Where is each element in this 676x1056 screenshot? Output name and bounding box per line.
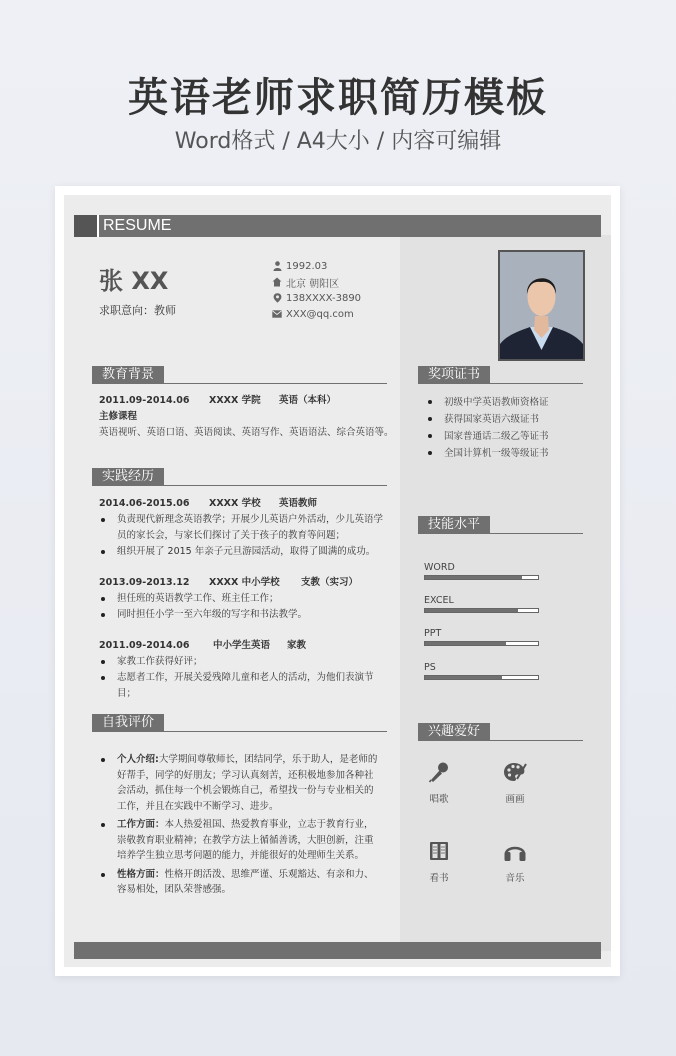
job-period: 2013.09-2013.12	[99, 577, 190, 588]
job-role: 英语教师	[279, 498, 318, 509]
resume-header-bar	[74, 215, 601, 237]
email-row	[268, 306, 361, 322]
awards-section-title: 奖项证书	[418, 366, 490, 384]
skill-ps	[424, 662, 539, 673]
award-item: 全国计算机一级等级证书	[426, 445, 596, 462]
job-item: 负责现代新理念英语教学；开展少儿英语户外活动，少儿英语学员的家长会，与家长们探讨了关于孩子的教育等问题；	[99, 512, 387, 544]
skill-name: EXCEL	[424, 595, 454, 606]
skill-bar-fill	[425, 676, 502, 679]
education-school: XXXX 学院	[209, 395, 261, 406]
contact-info	[268, 258, 361, 322]
job-role: 支教（实习）	[301, 577, 359, 588]
book-icon	[428, 840, 450, 862]
job-org: XXXX 中小学校	[209, 577, 280, 588]
profile-photo	[498, 250, 585, 361]
headphones-icon	[503, 840, 527, 862]
mail-icon	[268, 310, 286, 318]
job-entry	[99, 496, 387, 560]
location-pin-icon	[268, 293, 286, 303]
self-eval-section-header	[92, 714, 387, 732]
courses-text: 英语视听、英语口语、英语阅读、英语写作、英语语法、综合英语等。	[99, 427, 394, 438]
self-eval-section-title: 自我评价	[92, 714, 164, 732]
job-period: 2011.09-2014.06	[99, 640, 190, 651]
job-entry	[99, 575, 387, 623]
self-eval-text: 大学期间尊敬师长，团结同学，乐于助人，是老师的好帮手，同学的好朋友；学习认真刻苦，还积极地参加各种社会活动，抓住每一个机会锻炼自己，希望找一份与专业相关的工作，并且在实践中不断学习、进步。	[117, 754, 378, 812]
job-org: XXXX 学校	[209, 498, 261, 509]
job-item: 同时担任小学一至六年级的写字和书法教学。	[99, 607, 387, 623]
hobby-label: 唱歌	[429, 794, 449, 805]
resume-tab-block	[74, 215, 99, 237]
self-eval-label: 个人介绍:	[117, 754, 159, 765]
skill-bar-fill	[425, 576, 522, 579]
skill-bar-track	[424, 575, 539, 580]
education-period: 2011.09-2014.06	[99, 395, 190, 406]
skill-bar-fill	[425, 609, 518, 612]
award-item: 国家普通话二级乙等证书	[426, 428, 596, 445]
job-item: 家教工作获得好评；	[99, 654, 387, 670]
skill-excel	[424, 595, 539, 606]
self-eval-label: 性格方面：	[117, 868, 165, 880]
experience-section-title: 实践经历	[92, 468, 164, 486]
skill-name: PPT	[424, 628, 442, 639]
award-item: 初级中学英语教师资格证	[426, 394, 596, 411]
hobby-label: 画画	[505, 794, 525, 805]
self-eval-text: 性格开朗活泼、思维严谨、乐观豁达、有亲和力、容易相处，团队荣誉感强。	[117, 868, 374, 895]
education-block	[99, 393, 394, 441]
education-major: 英语（本科）	[279, 395, 337, 406]
location: 北京 朝阳区	[286, 278, 340, 290]
self-eval-block	[99, 752, 382, 898]
job-item: 担任班的英语教学工作、班主任工作；	[99, 591, 387, 607]
resume-footer-bar	[74, 942, 601, 959]
skill-word	[424, 562, 539, 573]
person-icon	[268, 261, 286, 271]
hobby-item	[409, 761, 469, 805]
experience-section-header	[92, 468, 387, 486]
skill-name: WORD	[424, 562, 455, 573]
birth-date: 1992.03	[286, 260, 328, 272]
hobby-item	[409, 840, 469, 884]
job-item: 志愿者工作，开展关爱残障儿童和老人的活动，为他们表演节目；	[99, 670, 387, 702]
self-eval-item	[99, 867, 382, 898]
location-row	[268, 274, 361, 290]
phone-row	[268, 290, 361, 306]
email: XXX@qq.com	[286, 308, 354, 320]
hobby-label: 音乐	[505, 873, 525, 884]
job-org: 中小学生英语	[213, 640, 271, 651]
education-section-title: 教育背景	[92, 366, 164, 384]
education-section-header	[92, 366, 387, 384]
job-intent: 求职意向：教师	[99, 304, 176, 317]
hobby-item	[485, 840, 545, 884]
palette-icon	[503, 761, 527, 783]
skills-section-header	[418, 516, 583, 534]
skill-bar-track	[424, 641, 539, 646]
award-item: 获得国家英语六级证书	[426, 411, 596, 428]
self-eval-text: 本人热爱祖国、热爱教育事业，立志于教育行业，崇敬教育职业精神；在教学方法上循循善诱，大胆创新，注重培养学生独立思考问题的能力，并能很好的处理师生关系。	[117, 819, 374, 861]
skill-bar-track	[424, 675, 539, 680]
job-period: 2014.06-2015.06	[99, 498, 190, 509]
courses-label: 主修课程	[99, 411, 138, 422]
skill-ppt	[424, 628, 539, 639]
job-role: 家教	[287, 640, 307, 651]
skill-bar-track	[424, 608, 539, 613]
awards-section-header	[418, 366, 583, 384]
job-entry	[99, 638, 387, 702]
skill-bar-fill	[425, 642, 506, 645]
self-eval-label: 工作方面：	[117, 819, 165, 830]
birth-row	[268, 258, 361, 274]
home-icon	[268, 277, 286, 287]
job-item: 组织开展了 2015 年亲子元旦游园活动，取得了圆满的成功。	[99, 544, 387, 560]
skill-name: PS	[424, 662, 436, 673]
awards-list	[426, 394, 596, 462]
skills-section-title: 技能水平	[418, 516, 490, 534]
microphone-icon	[428, 761, 450, 783]
banner-title: 英语老师求职简历模板	[128, 75, 548, 121]
phone-number: 138XXXX-3890	[286, 292, 362, 304]
candidate-name: 张 XX	[99, 267, 169, 295]
self-eval-item	[99, 817, 382, 864]
hobbies-section-header	[418, 723, 583, 741]
hobbies-section-title: 兴趣爱好	[418, 723, 490, 741]
self-eval-item	[99, 752, 382, 814]
resume-paper	[55, 186, 620, 976]
hobby-label: 看书	[429, 873, 449, 884]
hobby-item	[485, 761, 545, 805]
banner-subtitle: Word格式 / A4大小 / 内容可编辑	[174, 129, 502, 154]
resume-label: RESUME	[103, 217, 172, 234]
resume-sheet	[64, 195, 611, 967]
